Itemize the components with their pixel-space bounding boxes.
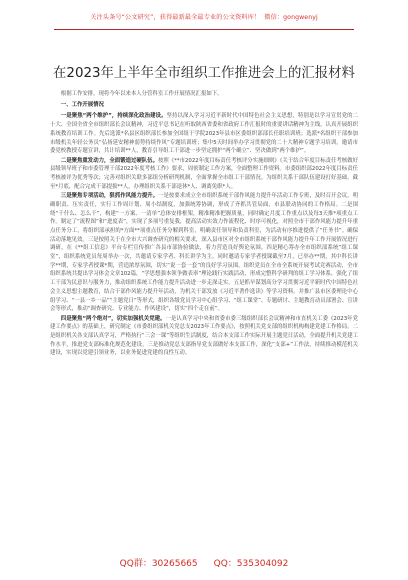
paragraph-lead: 二是聚焦重发动力，全面锻造过硬队伍。 [60,157,158,164]
section-heading: 一、工作开展情况 [60,102,104,109]
document-title: 在2023年上半年全市组织工作推进会上的汇报材料 [53,66,355,81]
body-paragraph [50,192,358,314]
footer-qq-group: QQ群：30265665 [119,559,198,569]
paragraph-text: 一是按要求成立全市组织系统干部作风能力提升年活动工作专班，及时召开会议，明确职责、压实责任，实行工作周计划、周小结制度，加强统筹协调，形成了齐抓共管局面，市县联动协同的工作格局。二是围绕“干什么、怎么干”，构建“一方案、一清单”总体安排框架，精准精准把握质量，同时确定月度工作重点以及每3天推*项重点工作。制定了“流程图”和“进度表”，实现了多项号重复我，提高活动实效力作流程化、时序可视化，对照全市干部作风能力提升年重点任务分工，将组织部承担的*方面**项重点任务分解到科室，明确责任领导和负责科室，为活动有序推进提供了“任务书”。确保活动落地见效。三是按照关于在全市大兴调查研究的相关要求，深入县市区对全市组织系统干部作风能力提升年工作开展情况进行调研，在《**组工信息》平台专栏宣传推广各县市部协验做法，着力营造良好舆论氛围。四是精心筹办全市组织部系统“组工课堂”，组织系统党员每周举办一次，共邀请专家学者、科长讲学为主。同时邀请专家学者授课截至7月，已举办**期，其中科长讲学**期，专家学者授课*期，营造浓厚氛围，切实“说一套一套”的良好学习氛围。组织党员在全市全系统开展考试竞赛活动，全市组织系统共提出学习体会文章102篇，“学思想强本领争做表率”理论践行实践活动，形成完整科学研判的组工学习体系，强化了组工干部为民意识与服务力，推动组织系统工作能力提升活动进一步走深走实。五是抓早谋划高分学习贯彻习近平新时代中国特色社会主义思想主题教育，结合干部作风能力提升年活动，为机关干部发放《习近平著作选读》等学习资料，并推广县市区委理论中心组学习、“一县一乡一品”“主题党日”等形式，组织各级党员学习中心组学习、“组工课堂”、专题研讨、主题教育动员部署会、宣讲会等形式，推动“调查研究、专业能力、作风建设”，切实“四个走在前”。 [50,193,358,313]
paragraph-lead: 四是聚焦“两个绝对”，切实加强机关党建。 [60,315,166,322]
document-body [50,90,358,359]
footer-qq: QQ：535304092 [213,559,289,569]
paragraph-lead: 三是聚焦专项活动，狠抓作风能力提升。 [60,193,159,200]
body-paragraph [50,315,358,359]
paragraph-lead: 一是聚焦“两个维护”，持续深化政治建设。 [60,113,167,120]
intro-paragraph: 根据工作安排，现将今年以来本人分管科室工作开展情况汇报如下。 [60,91,223,97]
top-divider [54,29,354,30]
top-banner [0,12,408,26]
footer-contact [0,556,408,569]
body-paragraph [50,157,358,192]
banner-wechat-text: 微信：gongwenyj [264,14,318,21]
body-paragraph [50,112,358,156]
paragraph-text: 坚持以深入学习习近平新时代中国特色社会主义思想，特别是以学习宣贯党的二十大、全国全省全市组织部长会议精神，习近平总书记在听取陕西省委和省政府工作汇报时的重要讲话精神为主线，认真开展组织系统教育培训工作。先后选派*名县区组织部长参加全国组干学院2023年县市区委组织部部长任职培训班；选派*名组织干部参加市级机关年轻公务员“弘扬延安精神弱势持续作风”专题培训班；集中5天时间举办学习贯彻党的二十大精神专题学习培训，邀请市委党校教授专题宣讲，共计培训**人，教育引导组工干部进一步坚定拥护“两个确立”、坚决做到“两个维护”。 [50,113,358,155]
paragraph-text: 一是认真学习中央和省委市委三级组织部长会议精神和市直机关工委《2023年党建工作要点》的基础上，研究制定《市委组织部机关党总支2023年工作要点》，按照机关党支部的组织机构构建党建工作格局。二是组织机关各支部认真学习，严格执行“三会一课”等组织生活制度，结合本支部工作实际开展主题党日活动，全面提升机关党建工作水平，推进党支部标准化规范化建设。三是推动党总支部指导党支部做好本支部工作，深化“支部+”工作法，持续推动模范机关建设，实现以党建引领业务，以业务促进党建的良性互动。 [50,315,358,357]
banner-follow-text: 关注头条号“公文研究”，获得最新最全最专业的公文资料库！ [90,14,261,21]
paragraph-text: 按照《**市2022年度目标责任考核评分实施细则》《关于结合年度目标责任考核做好县级领导班子和市委管理干部2022年度考核工作》要求，周密制定工作方案，全面整理工作资料。市委组织部2022年度目标责任考核被评为优秀等次；完善对组织关联多部组分析研判机制，全面掌握全市组工干部情况。为组织关系干部队伍建设打好基础。截至*月底，配合完成干部提拔**人，办理组织关系干部退休*人、调离免职*人。 [50,157,358,190]
